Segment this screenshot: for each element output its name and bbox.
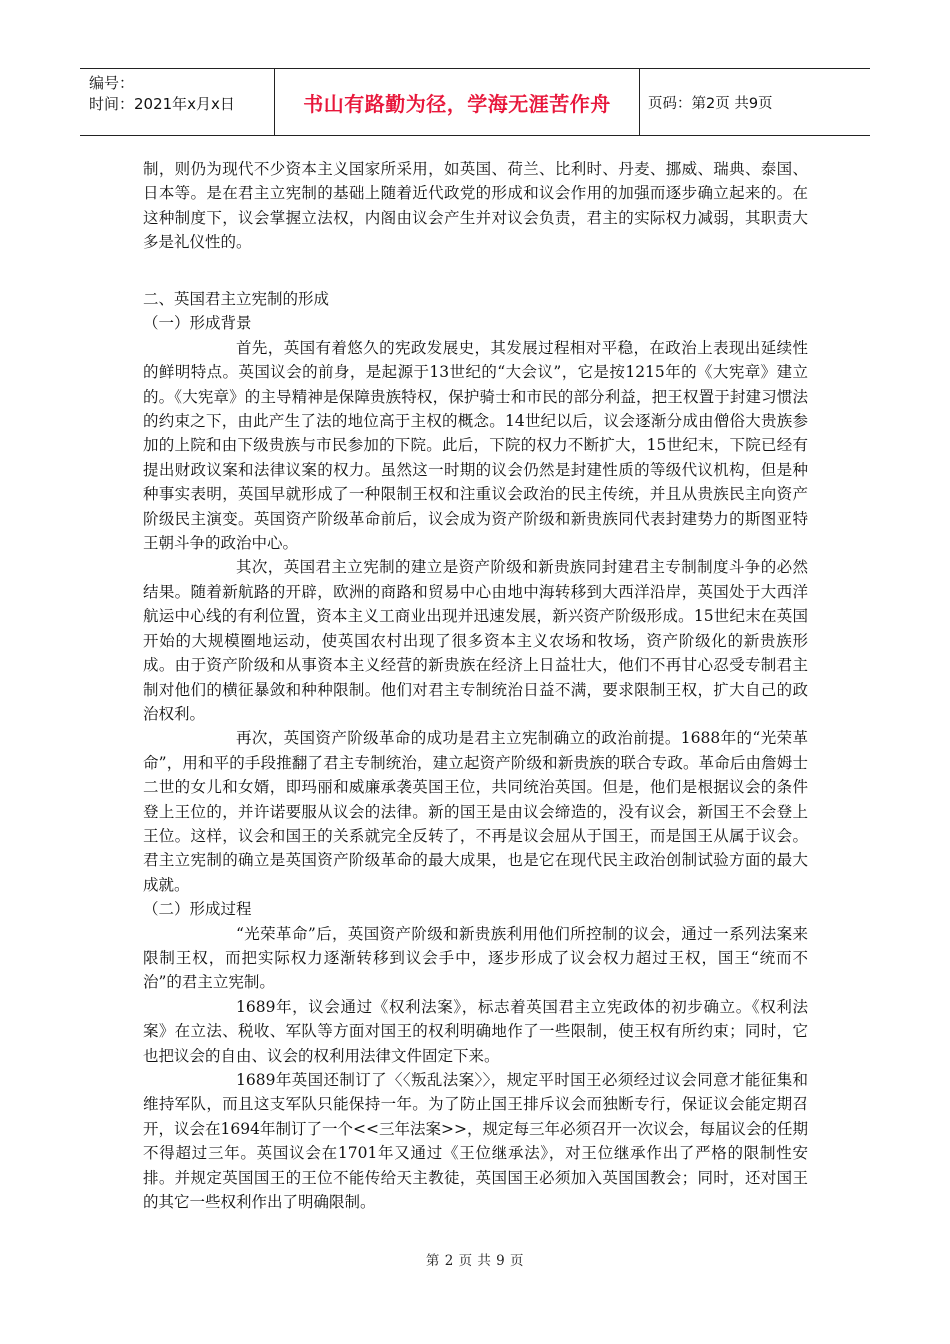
header-meta-cell [80, 69, 275, 135]
paragraph-gap [143, 279, 808, 287]
paragraph-third: 再次，英国资产阶级革命的成功是君主立宪制确立的政治前提。1688年的“光荣革命”，用和平的手段推翻了君主专制统治，建立起资产阶级和新贵族的联合专政。革命后由詹姆士二世的女儿和女婿，即玛丽和威廉承袭英国王位，共同统治英国。但是，他们是根据议会的条件登上王位的，并许诺要服从议会的法律。新的国王是由议会缔造的，没有议会，新国王不会登上王位。这样，议会和国王的关系就完全反转了，不再是议会屈从于国王，而是国王从属于议会。君主立宪制的确立是英国资产阶级革命的最大成果，也是它在现代民主政治创制试验方面的最大成就。 [143, 729, 808, 894]
header-page-cell [640, 69, 870, 135]
document-body [143, 157, 808, 1214]
paragraph-bill-of-rights: 1689年，议会通过《权利法案》，标志着英国君主立宪政体的初步确立。《权利法案》在立法、税收、军队等方面对国王的权利明确地作了一些限制，使王权有所约束；同时，它也把议会的自由、议会的权利用法律文件固定下来。 [143, 997, 808, 1065]
header-page-label: 页码：第2页 共9页 [648, 95, 773, 112]
document-date-label: 时间：2021年x月x日 [89, 95, 235, 113]
page-footer [0, 1249, 950, 1269]
header-motto: 书山有路勤为径，学海无涯苦作舟 [303, 91, 611, 116]
section-heading: 二、英国君主立宪制的形成 [143, 290, 330, 309]
paragraph-continuation: 制，则仍为现代不少资本主义国家所采用，如英国、荷兰、比利时、丹麦、挪威、瑞典、泰国、日本等。是在君主立宪制的基础上随着近代政党的形成和议会作用的加强而逐步确立起来的。在这种制度下，议会掌握立法权，内阁由议会产生并对议会负责，君主的实际权力减弱，其职责大多是礼仪性的。 [143, 160, 808, 252]
paragraph-glorious-revolution: “光荣革命”后，英国资产阶级和新贵族利用他们所控制的议会，通过一系列法案来限制王权，而把实际权力逐渐转移到议会手中，逐步形成了议会权力超过王权，国王“统而不治”的君主立宪制。 [143, 924, 808, 992]
subsection-heading: （二）形成过程 [143, 900, 252, 919]
paragraph-first: 首先，英国有着悠久的宪政发展史，其发展过程相对平稳，在政治上表现出延续性的鲜明特点。英国议会的前身，是起源于13世纪的“大会议”，它是按1215年的《大宪章》建立的。《大宪章》的主导精神是保障贵族特权，保护骑士和市民的部分利益，把王权置于封建习惯法的约束之下，由此产生了法的地位高于主权的概念。14世纪以后，议会逐渐分成由僧俗大贵族参加的上院和由下级贵族与市民参加的下院。此后，下院的权力不断扩大，15世纪末，下院已经有提出财政议案和法律议案的权力。虽然这一时期的议会仍然是封建性质的等级代议机构，但是种种事实表明，英国早就形成了一种限制王权和注重议会政治的民主传统，并且从贵族民主向资产阶级民主演变。英国资产阶级革命前后，议会成为资产阶级和新贵族同代表封建势力的斯图亚特王朝斗争的政治中心。 [143, 338, 808, 553]
paragraph-acts: 1689年英国还制订了〈〈叛乱法案〉〉，规定平时国王必须经过议会同意才能征集和维持军队，而且这支军队只能保持一年。为了防止国王排斥议会而独断专行，保证议会能定期召开，议会在1694年制订了一个<<三年法案>>，规定每三年必须召开一次议会，每届议会的任期不得超过三年。英国议会在1701年又通过《王位继承法》，对王位继承作出了严格的限制性安排。并规定英国国王的王位不能传给天主教徒，英国国王必须加入英国国教会；同时，还对国王的其它一些权利作出了明确限制。 [143, 1071, 808, 1212]
document-header [80, 68, 870, 136]
paragraph-second: 其次，英国君主立宪制的建立是资产阶级和新贵族同封建君主专制制度斗争的必然结果。随着新航路的开辟，欧洲的商路和贸易中心由地中海转移到大西洋沿岸，英国处于大西洋航运中心线的有利位置，资本主义工商业出现并迅速发展，新兴资产阶级形成。15世纪末在英国开始的大规模圈地运动，使英国农村出现了很多资本主义农场和牧场，资产阶级化的新贵族形成。由于资产阶级和从事资本主义经营的新贵族在经济上日益壮大，他们不再甘心忍受专制君主制对他们的横征暴敛和种种限制。他们对君主专制统治日益不满，要求限制王权，扩大自己的政治权利。 [143, 558, 808, 723]
document-number-label: 编号： [89, 74, 135, 92]
footer-page-number: 第 2 页 共 9 页 [425, 1253, 525, 1269]
paragraph-gap [143, 255, 808, 279]
header-motto-cell [275, 69, 640, 135]
subsection-heading: （一）形成背景 [143, 314, 252, 333]
